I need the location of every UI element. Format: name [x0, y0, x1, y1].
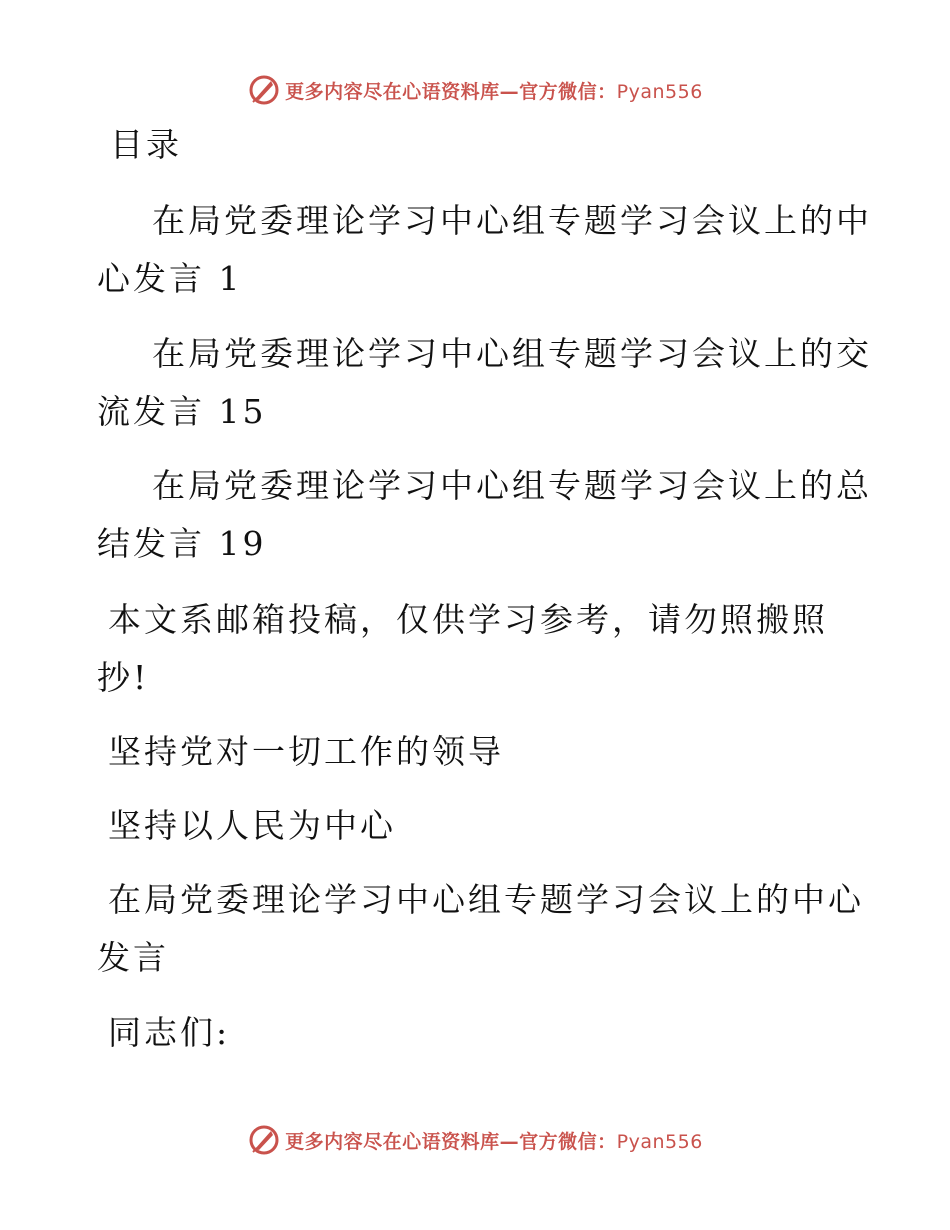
watermark-text [285, 1127, 703, 1154]
watermark-main-text: 更多内容尽在心语资料库—官方微信： [285, 80, 617, 103]
toc-entry-3-line1: 在局党委理论学习中心组专题学习会议上的总 [152, 466, 872, 505]
quill-logo-icon [247, 1123, 281, 1157]
toc-entry-1-line2: 心发言 1 [97, 259, 243, 298]
toc-entry-2-line1: 在局党委理论学习中心组专题学习会议上的交 [152, 334, 872, 373]
watermark-wechat-id: Pyan556 [616, 80, 703, 103]
toc-entry-3-line2: 结发言 19 [97, 524, 267, 563]
toc-entry-1-line1: 在局党委理论学习中心组专题学习会议上的中 [152, 201, 872, 240]
header-watermark [0, 70, 950, 110]
article-title-line2: 发言 [97, 938, 169, 977]
slogan-2: 坚持以人民为中心 [108, 806, 396, 845]
article-title-line1: 在局党委理论学习中心组专题学习会议上的中心 [108, 880, 864, 919]
toc-entry-2-line2: 流发言 15 [97, 392, 267, 431]
article-greeting: 同志们: [108, 1013, 231, 1052]
footer-watermark [0, 1120, 950, 1160]
notice-line1: 本文系邮箱投稿，仅供学习参考，请勿照搬照 [108, 600, 828, 639]
quill-logo-icon [247, 73, 281, 107]
notice-line2: 抄! [97, 658, 150, 697]
toc-heading: 目录 [110, 125, 182, 164]
slogan-1: 坚持党对一切工作的领导 [108, 732, 504, 771]
watermark-wechat-id: Pyan556 [616, 1130, 703, 1153]
watermark-main-text: 更多内容尽在心语资料库—官方微信： [285, 1130, 617, 1153]
watermark-text [285, 77, 703, 104]
